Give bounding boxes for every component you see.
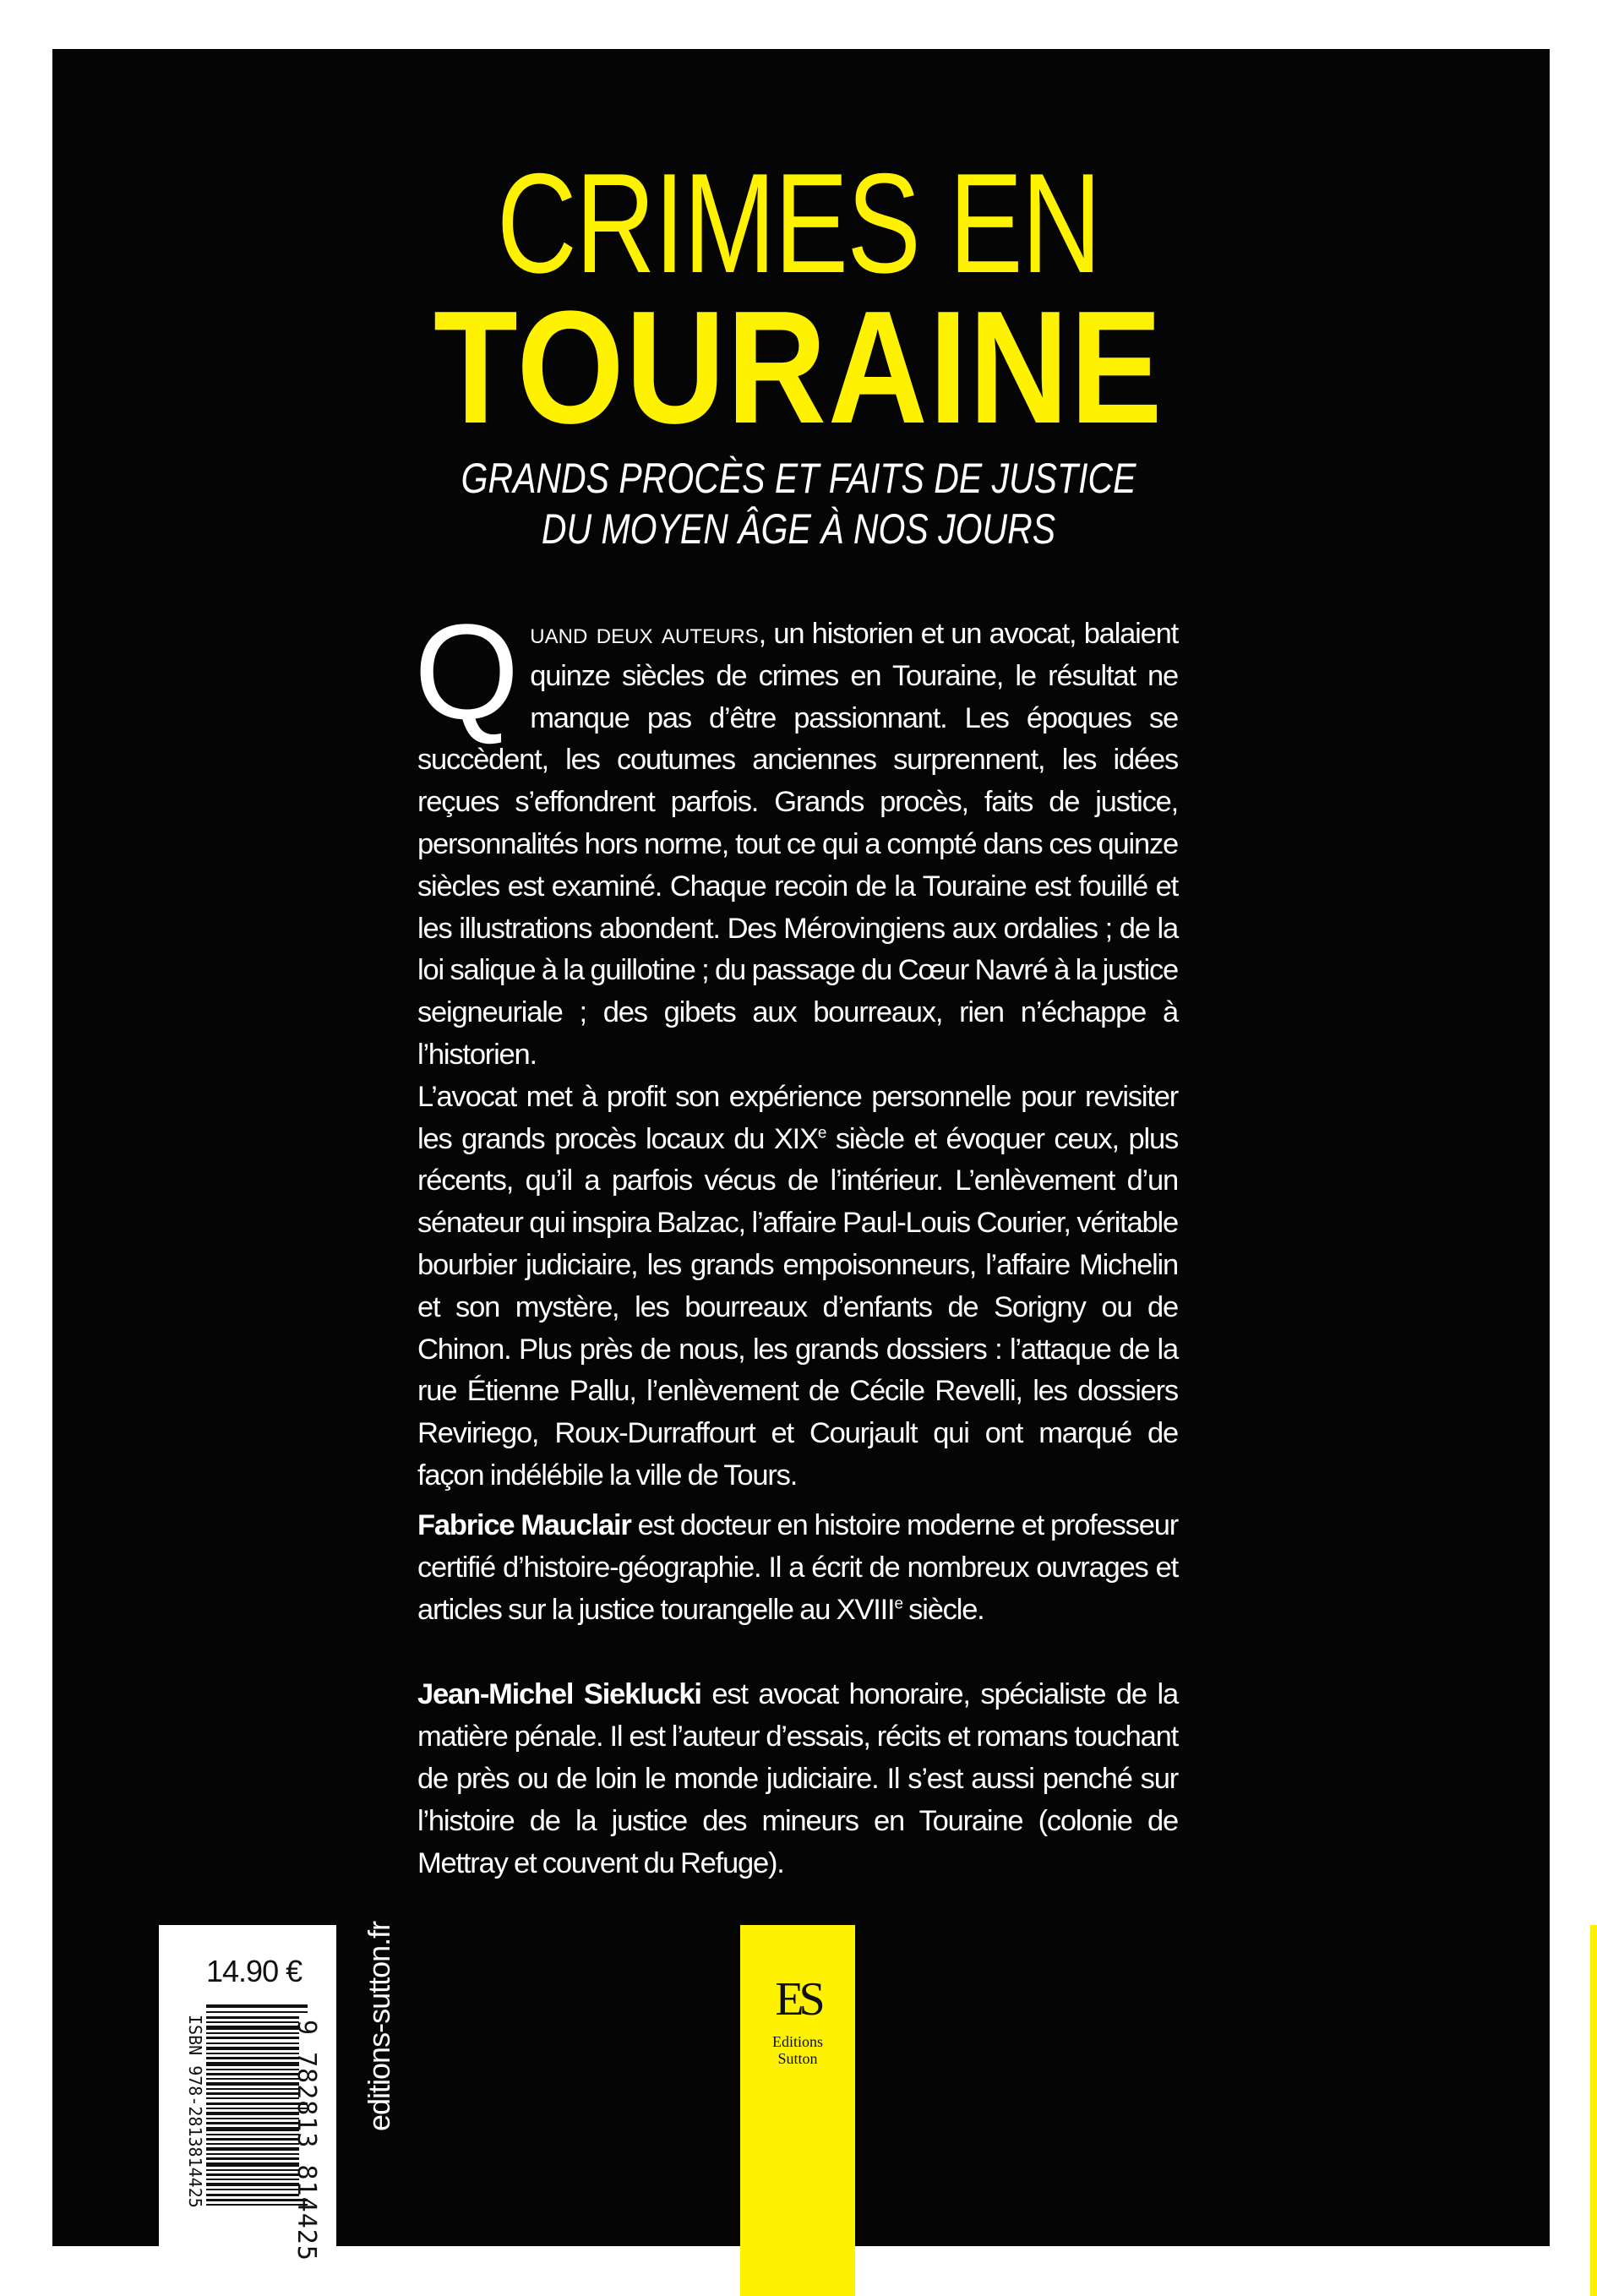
author-bio-text: est docteur en histoire moderne et professeur certifié d’histoire-géographie. Il a écrit de nombreux ouvrages et articles sur la justice tourangelle au XVIII — [417, 1509, 1178, 1626]
book-description — [414, 596, 1178, 1497]
ean-number: 9 782813 814425 — [292, 2020, 321, 2261]
publisher-name-line-2: Sutton — [777, 2050, 818, 2067]
author-bio-2 — [417, 1673, 1178, 1884]
lead-in: uand deux auteurs — [530, 618, 759, 650]
publisher-website: editions-sutton.fr — [362, 1921, 396, 2131]
title-line-1: CRIMES EN — [496, 144, 1101, 303]
publisher-name-line-1: Editions — [771, 2033, 823, 2050]
author-name: Jean-Michel Sieklucki — [417, 1678, 701, 1710]
superscript: e — [817, 1124, 826, 1143]
superscript: e — [894, 1595, 902, 1613]
subtitle-line-1: GRANDS PROCÈS ET FAITS DE JUSTICE — [461, 455, 1136, 502]
subtitle-line-2: DU MOYEN ÂGE À NOS JOURS — [541, 505, 1056, 553]
description-text-2b: siècle et évoquer ceux, plus récents, qu’il a parfois vécus de l’intérieur. L’enlèvement d’un sénateur qui inspira Balzac, l’affaire Paul-Louis Courier, véritable bourbier judiciaire, les grands empoisonneurs, l’affaire Michelin et son mystère, les bourreaux d’enfants de Sorigny ou de Chinon. Plus près de nous, les grands dossiers : l’attaque de la rue Étienne Pallu, l’enlèvement de Cécile Revelli, les dossiers Reviriego, Roux-Durraffourt et Courjault qui ont marqué de façon indélébile la ville de Tours. — [417, 1122, 1178, 1492]
description-paragraph-2 — [417, 1077, 1178, 1497]
isbn: ISBN 978-2813814425 — [185, 2015, 205, 2208]
title-line-2: TOURAINE — [433, 278, 1164, 457]
spine-edge — [1590, 1925, 1597, 2296]
description-text-1: , un historien et un avocat, balaient quinze siècles de crimes en Touraine, le résultat ne manque pas d’être passionnant. Les époques se succèdent, les coutumes anciennes surprennent, les idées reçues s’effondrent parfois. Grands procès, faits de justice, personnalités hors norme, tout ce qui a compté dans ces quinze siècles est examiné. Chaque recoin de la Touraine est fouillé et les illustrations abondent. Des Mérovingiens aux ordalies ; de la loi salique à la guillotine ; du passage du Cœur Navré à la justice seigneuriale ; des gibets aux bourreaux, rien n’échappe à l’historien. — [417, 618, 1178, 1071]
author-name: Fabrice Mauclair — [417, 1509, 631, 1541]
drop-cap: Q — [414, 596, 519, 747]
description-paragraph-1 — [414, 596, 1178, 1077]
publisher-logo-mark: ES — [775, 1973, 820, 2026]
author-bio-1 — [417, 1504, 1178, 1631]
price: 14.90 € — [206, 1954, 303, 1988]
publisher-logo-name — [740, 2033, 855, 2067]
author-bio-text: est avocat honoraire, spécialiste de la matière pénale. Il est l’auteur d’essais, récits et romans touchant de près ou de loin le monde judiciaire. Il s’est aussi penché sur l’histoire de la justice des mineurs en Touraine (colonie de Mettray et couvent du Refuge). — [417, 1678, 1178, 1879]
description-text-2a: L’avocat met à profit son expérience personnelle pour revisiter les grands procès locaux du XIX — [417, 1080, 1178, 1155]
author-bio-text-end: siècle. — [902, 1594, 984, 1626]
